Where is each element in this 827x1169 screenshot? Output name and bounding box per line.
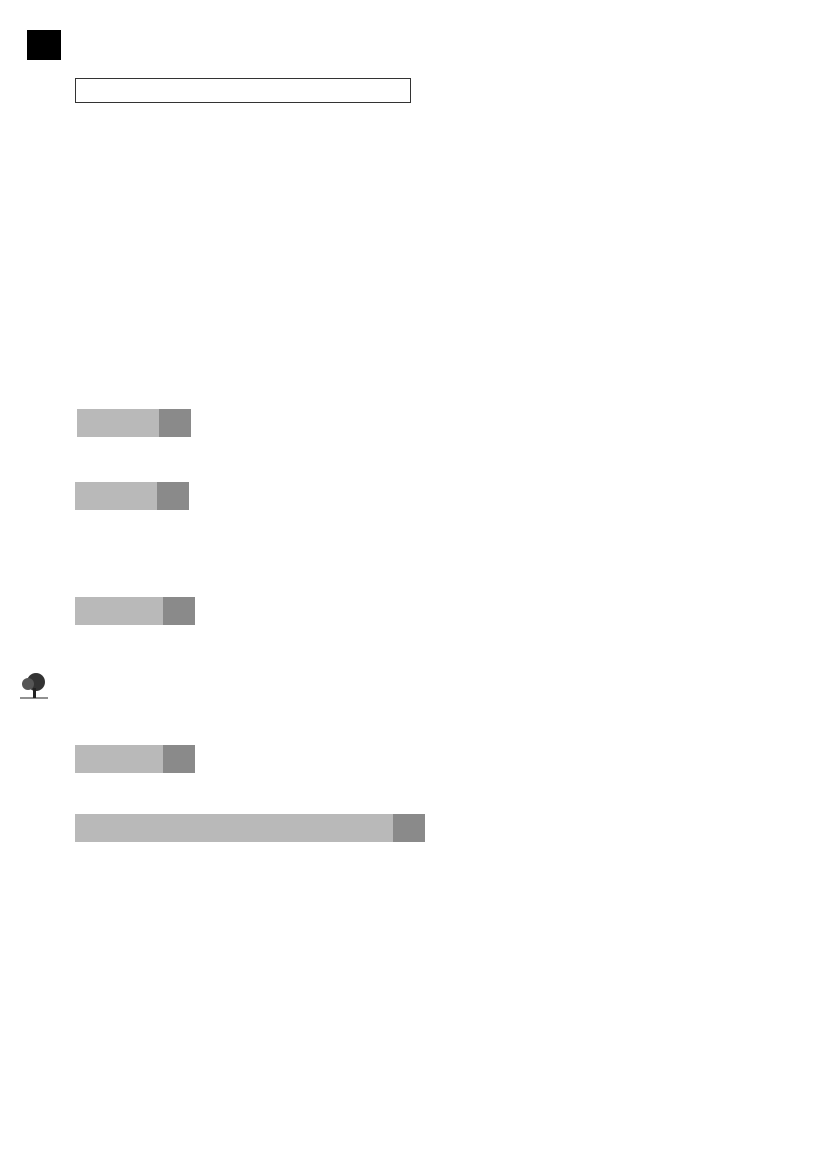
badge-label bbox=[75, 745, 163, 773]
beispiel-badge bbox=[75, 482, 189, 510]
badge-label bbox=[75, 814, 393, 842]
badge-colon bbox=[163, 597, 195, 625]
category-box bbox=[75, 78, 411, 103]
side-text bbox=[24, 748, 40, 1048]
tree-logo-icon bbox=[18, 670, 50, 710]
badge-label bbox=[75, 597, 163, 625]
badge-colon bbox=[159, 409, 191, 437]
badge-colon bbox=[393, 814, 425, 842]
badge-colon bbox=[163, 745, 195, 773]
badge-label bbox=[75, 482, 157, 510]
chapter-number bbox=[27, 30, 61, 60]
beispiele-badge bbox=[75, 745, 195, 773]
beispiele-badge bbox=[75, 597, 195, 625]
written-examples-badge bbox=[75, 814, 425, 842]
badge-label bbox=[77, 409, 159, 437]
badge-colon bbox=[157, 482, 189, 510]
beispiel-badge bbox=[77, 409, 191, 437]
